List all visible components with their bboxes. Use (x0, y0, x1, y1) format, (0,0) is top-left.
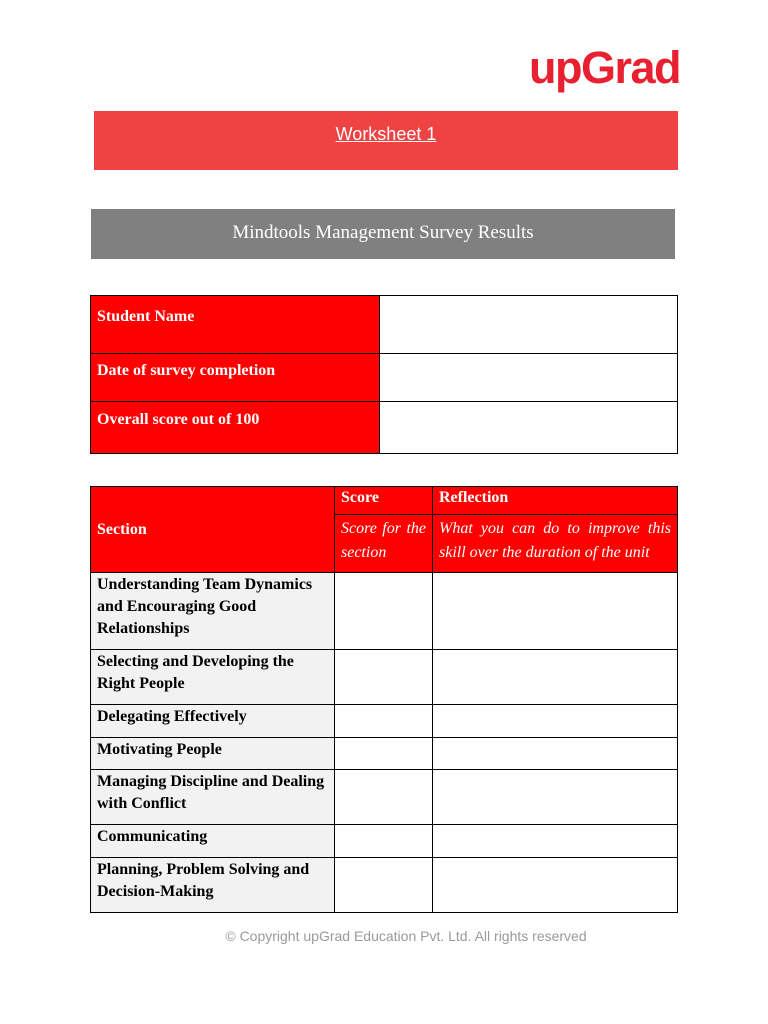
table-row (91, 770, 678, 825)
section-column-header: Section (91, 487, 335, 573)
survey-results-table (90, 486, 678, 913)
reflection-column-hint: What you can do to improve this skill over the duration of the unit (433, 515, 678, 573)
table-row (91, 354, 678, 402)
student-name-field[interactable] (380, 296, 678, 354)
student-info-table (90, 295, 678, 454)
section-label: Communicating (91, 825, 335, 858)
score-cell[interactable] (335, 650, 433, 705)
table-header-row (91, 487, 678, 515)
table-row (91, 858, 678, 913)
section-label: Selecting and Developing the Right People (91, 650, 335, 705)
reflection-cell[interactable] (433, 573, 678, 650)
reflection-cell[interactable] (433, 650, 678, 705)
score-cell[interactable] (335, 825, 433, 858)
worksheet-title: Worksheet 1 (335, 124, 437, 144)
section-label: Managing Discipline and Dealing with Conflict (91, 770, 335, 825)
score-column-hint: Score for the section (335, 515, 433, 573)
survey-date-field[interactable] (380, 354, 678, 402)
reflection-column-header: Reflection (433, 487, 678, 515)
survey-banner (91, 209, 675, 259)
section-label: Motivating People (91, 738, 335, 770)
table-row (91, 705, 678, 738)
survey-date-label: Date of survey completion (91, 354, 380, 402)
table-row (91, 738, 678, 770)
section-label: Delegating Effectively (91, 705, 335, 738)
table-row (91, 296, 678, 354)
table-row (91, 825, 678, 858)
score-cell[interactable] (335, 770, 433, 825)
upgrad-logo: upGrad (528, 42, 680, 93)
overall-score-field[interactable] (380, 402, 678, 454)
reflection-cell[interactable] (433, 738, 678, 770)
score-cell[interactable] (335, 858, 433, 913)
reflection-cell[interactable] (433, 825, 678, 858)
reflection-cell[interactable] (433, 770, 678, 825)
student-name-label: Student Name (91, 296, 380, 354)
table-row (91, 573, 678, 650)
score-column-header: Score (335, 487, 433, 515)
worksheet-banner (94, 111, 678, 170)
score-cell[interactable] (335, 573, 433, 650)
score-cell[interactable] (335, 738, 433, 770)
table-row (91, 650, 678, 705)
overall-score-label: Overall score out of 100 (91, 402, 380, 454)
reflection-cell[interactable] (433, 705, 678, 738)
section-label: Planning, Problem Solving and Decision-Making (91, 858, 335, 913)
reflection-cell[interactable] (433, 858, 678, 913)
survey-title: Mindtools Management Survey Results (232, 221, 534, 243)
table-row (91, 402, 678, 454)
score-cell[interactable] (335, 705, 433, 738)
copyright-footer: © Copyright upGrad Education Pvt. Ltd. All rights reserved (225, 928, 587, 944)
section-label: Understanding Team Dynamics and Encouraging Good Relationships (91, 573, 335, 650)
